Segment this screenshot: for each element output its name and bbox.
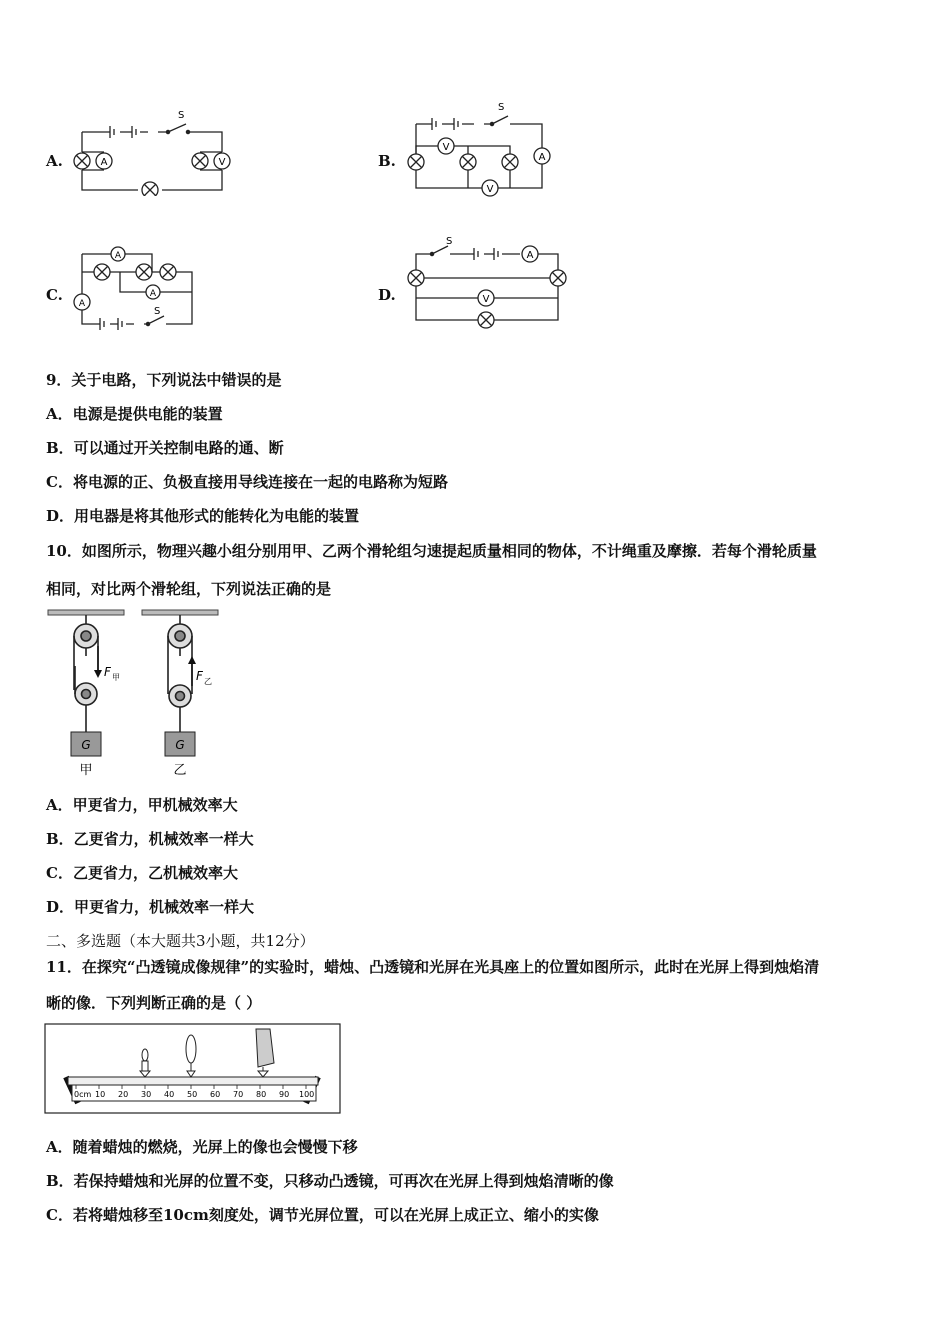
option-b-label: B. bbox=[378, 152, 396, 170]
option-d-label: D. bbox=[378, 286, 396, 304]
q10-option-b[interactable]: B．乙更省力，机械效率一样大 bbox=[46, 830, 254, 848]
circuit-diagram-a bbox=[70, 108, 240, 196]
voltmeter-label: V bbox=[442, 142, 450, 153]
svg-text:40: 40 bbox=[164, 1090, 175, 1099]
circuit-diagram-c bbox=[70, 242, 210, 334]
q11-stem-line1: 11．在探究“凸透镜成像规律”的实验时，蜡烛、凸透镜和光屏在光具座上的位置如图所示，此时在光屏上得到烛焰清 bbox=[46, 958, 820, 976]
ammeter-label: A bbox=[114, 251, 122, 261]
caption-left: 甲 bbox=[79, 763, 93, 778]
force-label-right: F bbox=[196, 669, 203, 683]
svg-text:10: 10 bbox=[95, 1090, 106, 1099]
ammeter-label: A bbox=[100, 157, 108, 168]
voltmeter-label: V bbox=[482, 294, 490, 305]
svg-text:50: 50 bbox=[187, 1090, 198, 1099]
pulley-figure bbox=[46, 606, 236, 782]
svg-text:30: 30 bbox=[141, 1090, 152, 1099]
force-subscript-right: 乙 bbox=[204, 677, 212, 686]
weight-label-right: G bbox=[175, 738, 185, 752]
svg-text:0cm: 0cm bbox=[74, 1090, 92, 1099]
q9-option-d[interactable]: D．用电器是将其他形式的能转化为电能的装置 bbox=[46, 507, 360, 525]
q9-stem: 9．关于电路，下列说法中错误的是 bbox=[46, 371, 282, 389]
ammeter-label: A bbox=[149, 289, 157, 299]
switch-label: S bbox=[446, 236, 453, 247]
svg-text:100: 100 bbox=[299, 1090, 315, 1099]
svg-text:90: 90 bbox=[279, 1090, 290, 1099]
svg-text:70: 70 bbox=[233, 1090, 244, 1099]
optical-bench-figure bbox=[44, 1023, 342, 1115]
switch-label: S bbox=[154, 306, 161, 317]
ammeter-label: A bbox=[538, 152, 546, 163]
force-subscript-left: 甲 bbox=[112, 673, 120, 682]
voltmeter-label: V bbox=[218, 157, 226, 168]
weight-label-left: G bbox=[81, 738, 91, 752]
ammeter-label: A bbox=[526, 250, 534, 261]
q11-option-a[interactable]: A．随着蜡烛的燃烧，光屏上的像也会慢慢下移 bbox=[46, 1138, 358, 1156]
q10-stem-line2: 相同，对比两个滑轮组，下列说法正确的是 bbox=[46, 580, 332, 598]
q9-option-b[interactable]: B．可以通过开关控制电路的通、断 bbox=[46, 439, 284, 457]
q11-option-b[interactable]: B．若保持蜡烛和光屏的位置不变，只移动凸透镜，可再次在光屏上得到烛焰清晰的像 bbox=[46, 1172, 614, 1190]
voltmeter-label: V bbox=[486, 184, 494, 195]
convex-lens bbox=[186, 1035, 196, 1077]
circuit-diagram-b bbox=[402, 100, 562, 200]
switch-label: S bbox=[178, 110, 185, 121]
q11-option-c[interactable]: C．若将蜡烛移至10cm刻度处，调节光屏位置，可以在光屏上成正立、缩小的实像 bbox=[46, 1206, 599, 1224]
pulley-set-right bbox=[168, 615, 192, 732]
circuit-diagram-d bbox=[402, 234, 574, 334]
pulley-set-left bbox=[74, 615, 98, 732]
q9-option-a[interactable]: A．电源是提供电能的装置 bbox=[46, 405, 223, 423]
q10-option-a[interactable]: A．甲更省力，甲机械效率大 bbox=[46, 796, 238, 814]
ammeter-label: A bbox=[78, 299, 86, 309]
section2-heading: 二、多选题（本大题共3小题，共12分） bbox=[46, 932, 315, 950]
svg-text:60: 60 bbox=[210, 1090, 221, 1099]
q9-option-c[interactable]: C．将电源的正、负极直接用导线连接在一起的电路称为短路 bbox=[46, 473, 448, 491]
svg-text:20: 20 bbox=[118, 1090, 129, 1099]
q10-option-c[interactable]: C．乙更省力，乙机械效率大 bbox=[46, 864, 238, 882]
q10-stem-line1: 10．如图所示，物理兴趣小组分别用甲、乙两个滑轮组匀速提起质量相同的物体，不计绳重及摩擦．若每个滑轮质量 bbox=[46, 542, 817, 560]
switch-label: S bbox=[498, 102, 505, 113]
caption-right: 乙 bbox=[173, 763, 187, 778]
svg-text:80: 80 bbox=[256, 1090, 267, 1099]
force-label-left: F bbox=[104, 665, 111, 679]
q11-stem-line2: 晰的像．下列判断正确的是（ ） bbox=[46, 994, 262, 1012]
option-a-label: A. bbox=[46, 152, 63, 170]
option-c-label: C. bbox=[46, 286, 63, 304]
q10-option-d[interactable]: D．甲更省力，机械效率一样大 bbox=[46, 898, 255, 916]
